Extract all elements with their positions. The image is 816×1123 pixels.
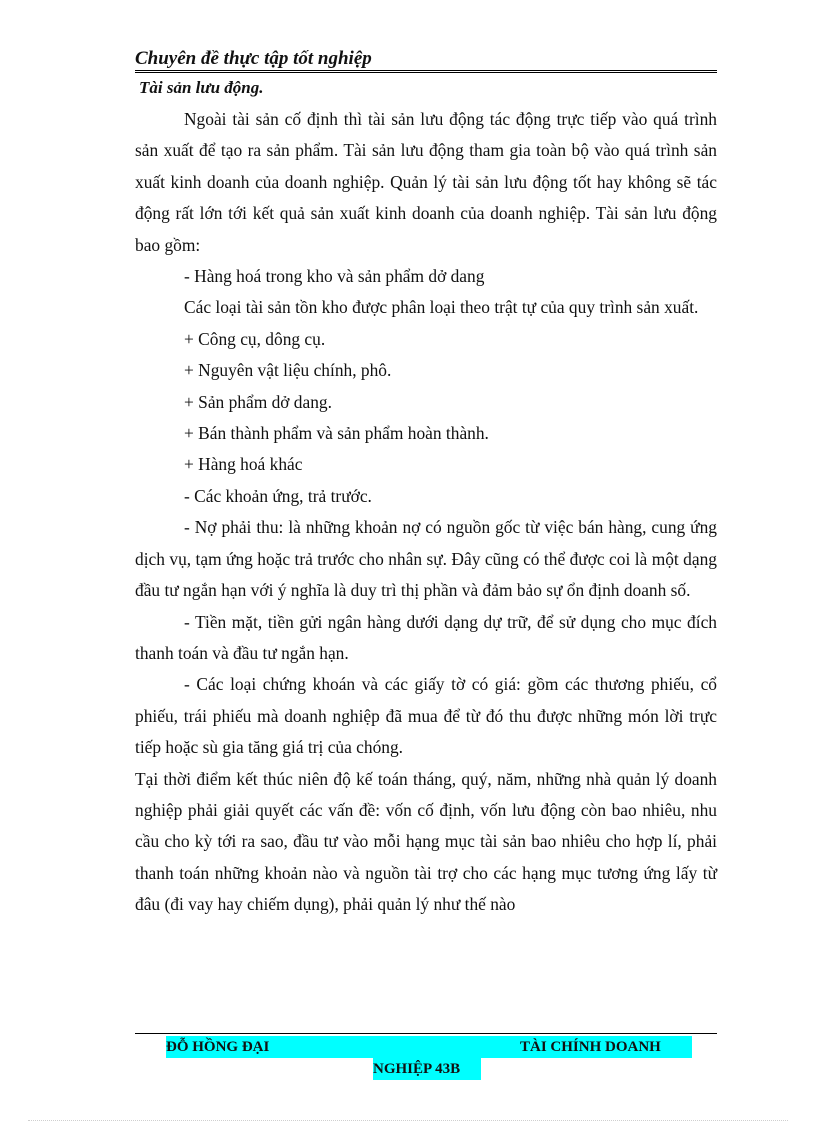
footer-class: NGHIỆP 43B: [373, 1058, 481, 1080]
footer-author: ĐỖ HỒNG ĐẠI: [166, 1036, 310, 1058]
page-footer: [135, 1036, 717, 1080]
document-body: [135, 104, 717, 921]
list-item-inventory: - Hàng hoá trong kho và sản phẩm dở dang: [184, 266, 485, 287]
paragraph-period-end: Tại thời điểm kết thúc niên độ kế toán tháng, quý, năm, những nhà quản lý doanh nghiệp phải giải quyết các vấn đề: vốn cố định, vốn lưu động còn bao nhiêu, nhu cầu cho kỳ tới ra sao, đầu tư vào mỗi hạng mục tài sản bao nhiêu cho hợp lí, phải thanh toán những khoản nào và nguồn tài trợ cho các hạng mục tương ứng lấy từ đâu (đi vay hay chiếm dụng), phải quản lý như thế nào: [135, 768, 717, 915]
list-item-tools: + Công cụ, dông cụ.: [184, 328, 326, 349]
list-item-prepayments: - Các khoản ứng, trả trước.: [184, 485, 372, 506]
paragraph-inventory-classification: Các loại tài sản tồn kho được phân loại theo trật tự của quy trình sản xuất.: [184, 297, 699, 318]
list-item-materials: + Nguyên vật liệu chính, phô.: [184, 360, 392, 381]
list-item-wip: + Sản phẩm dở dang.: [184, 391, 332, 412]
paragraph-cash: - Tiền mặt, tiền gửi ngân hàng dưới dạng dự trữ, để sử dụng cho mục đích thanh toán và đầu tư ngắn hạn.: [135, 611, 717, 663]
paragraph-intro: Ngoài tài sản cố định thì tài sản lưu động tác động trực tiếp vào quá trình sản xuất để tạo ra sản phẩm. Tài sản lưu động tham gia toàn bộ vào quá trình sản xuất kinh doanh của doanh nghiệp. Quản lý tài sản lưu động tốt hay không sẽ tác động rất lớn tới kết quả sản xuất kinh doanh của doanh nghiệp. Tài sản lưu động bao gồm:: [135, 109, 717, 255]
page-header: [135, 48, 717, 73]
footer-department: TÀI CHÍNH DOANH: [520, 1036, 692, 1058]
header-title: Chuyên đề thực tập tốt nghiệp: [135, 48, 372, 69]
footer-divider: [135, 1033, 717, 1034]
paragraph-receivables: - Nợ phải thu: là những khoản nợ có nguồn gốc từ việc bán hàng, cung ứng dịch vụ, tạm ứng hoặc trả trước cho nhân sự. Đây cũng có thể được coi là một dạng đầu tư ngắn hạn với ý nghĩa là duy trì thị phần và đảm bảo sự ổn định doanh số.: [135, 517, 717, 601]
page-edge-divider: [28, 1120, 788, 1121]
paragraph-securities: - Các loại chứng khoán và các giấy tờ có giá: gồm các thương phiếu, cổ phiếu, trái phiếu mà doanh nghiệp đã mua để từ đó thu được những món lời trực tiếp hoặc sù gia tăng giá trị của chóng.: [135, 674, 717, 758]
list-item-finished-goods: + Bán thành phẩm và sản phẩm hoàn thành.: [184, 423, 489, 444]
list-item-other-goods: + Hàng hoá khác: [184, 454, 303, 475]
section-title: Tài sản lưu động.: [139, 78, 264, 97]
